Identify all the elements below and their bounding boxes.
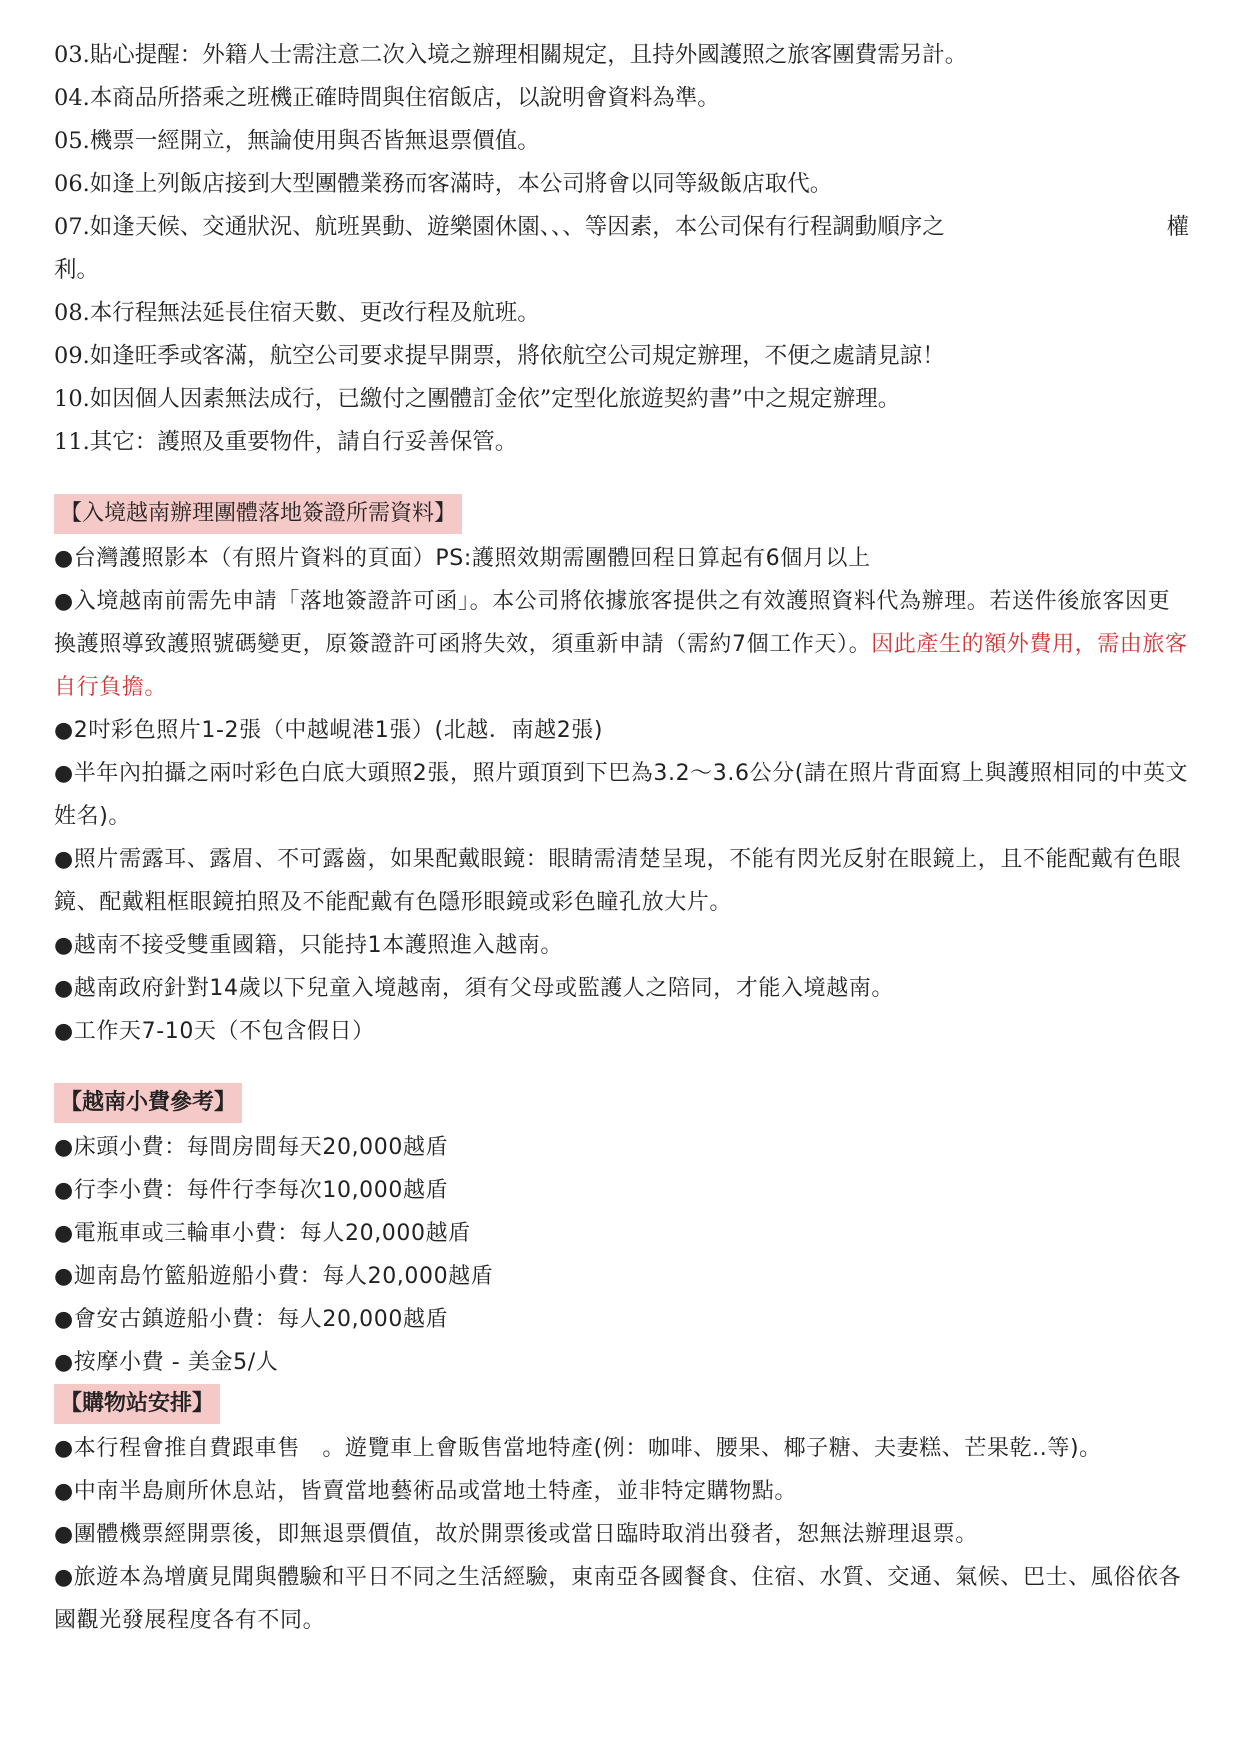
tips-item: ●行李小費：每件行李每次10,000越盾 bbox=[54, 1178, 449, 1203]
notes-list bbox=[54, 34, 1189, 464]
visa-section-title: 【入境越南辦理團體落地簽證所需資料】 bbox=[54, 494, 462, 534]
note-text: 權 bbox=[1166, 214, 1189, 240]
tips-item: ●床頭小費：每間房間每天20,000越盾 bbox=[54, 1135, 449, 1160]
note-item: 11.其它：護照及重要物件，請自行妥善保管。 bbox=[54, 429, 518, 455]
note-item: 利。 bbox=[54, 257, 100, 283]
visa-item: ●2吋彩色照片1-2張（中越峴港1張）(北越．南越2張) bbox=[54, 718, 604, 743]
note-text: 07.如逢天候、交通狀況、航班異動、遊樂園休園、、、等因素，本公司保有行程調動順序之 bbox=[54, 214, 945, 240]
visa-item: ●照片需露耳、露眉、不可露齒，如果配戴眼鏡：眼睛需清楚呈現，不能有閃光反射在眼鏡上，且不能配戴有色眼鏡、配戴粗框眼鏡拍照及不能配戴有色隱形眼鏡或彩色瞳孔放大片。 bbox=[54, 847, 1182, 915]
visa-item: ●越南政府針對14歲以下兒童入境越南，須有父母或監護人之陪同，才能入境越南。 bbox=[54, 976, 894, 1001]
visa-warning-text: 因此產生的額外費用，需由旅客自行負擔。 bbox=[54, 632, 1188, 700]
note-item: 05.機票一經開立，無論使用與否皆無退票價值。 bbox=[54, 128, 540, 154]
tips-item: ●迦南島竹籃船遊船小費：每人20,000越盾 bbox=[54, 1264, 494, 1289]
tips-item: ●按摩小費 - 美金5/人 bbox=[54, 1350, 279, 1375]
visa-list bbox=[54, 537, 1189, 1053]
visa-item: ●越南不接受雙重國籍，只能持1本護照進入越南。 bbox=[54, 933, 563, 958]
tips-item: ●會安古鎮遊船小費：每人20,000越盾 bbox=[54, 1307, 449, 1332]
visa-item: ●台灣護照影本（有照片資料的頁面）PS:護照效期需團體回程日算起有6個月以上 bbox=[54, 546, 871, 571]
note-item: 08.本行程無法延長住宿天數、更改行程及航班。 bbox=[54, 300, 540, 326]
note-item: 06.如逢上列飯店接到大型團體業務而客滿時，本公司將會以同等級飯店取代。 bbox=[54, 171, 833, 197]
note-item: 10.如因個人因素無法成行，已繳付之團體訂金依”定型化旅遊契約書”中之規定辦理。 bbox=[54, 386, 901, 412]
note-item bbox=[54, 206, 1189, 249]
visa-item bbox=[54, 580, 1189, 709]
shopping-item: ●旅遊本為增廣見聞與體驗和平日不同之生活經驗，東南亞各國餐食、住宿、水質、交通、氣候、巴士、風俗依各國觀光發展程度各有不同。 bbox=[54, 1565, 1182, 1633]
shopping-item: ●本行程會推自費跟車售 。遊覽車上會販售當地特產(例：咖啡、腰果、椰子糖、夫妻糕、芒果乾..等)。 bbox=[54, 1436, 1102, 1461]
shopping-section-title: 【購物站安排】 bbox=[54, 1384, 220, 1424]
visa-item: ●工作天7-10天（不包含假日） bbox=[54, 1019, 375, 1044]
shopping-item: ●中南半島廁所休息站，皆賣當地藝術品或當地土特產，並非特定購物點。 bbox=[54, 1479, 797, 1504]
visa-item: ●半年內拍攝之兩吋彩色白底大頭照2張，照片頭頂到下巴為3.2～3.6公分(請在照片背面寫上與護照相同的中英文姓名)。 bbox=[54, 761, 1189, 829]
note-item: 04.本商品所搭乘之班機正確時間與住宿飯店，以說明會資料為準。 bbox=[54, 85, 720, 111]
note-item: 03.貼心提醒：外籍人士需注意二次入境之辦理相關規定，且持外國護照之旅客團費需另計。 bbox=[54, 42, 968, 68]
tips-section-title: 【越南小費參考】 bbox=[54, 1083, 242, 1123]
tips-item: ●電瓶車或三輪車小費：每人20,000越盾 bbox=[54, 1221, 471, 1246]
shopping-item: ●團體機票經開票後，即無退票價值，故於開票後或當日臨時取消出發者，恕無法辦理退票。 bbox=[54, 1522, 978, 1547]
note-item: 09.如逢旺季或客滿，航空公司要求提早開票，將依航空公司規定辦理，不便之處請見諒！ bbox=[54, 343, 945, 369]
visa-item-text: ●入境越南前需先申請「落地簽證許可函」。本公司將依據旅客提供之有效護照資料代為辦理。若送件後旅客因更換護照導致護照號碼變更，原簽證許可函將失效，須重新申請（需約7個工作天）。 bbox=[54, 589, 1171, 657]
tips-list bbox=[54, 1126, 1189, 1384]
shopping-list bbox=[54, 1427, 1189, 1642]
